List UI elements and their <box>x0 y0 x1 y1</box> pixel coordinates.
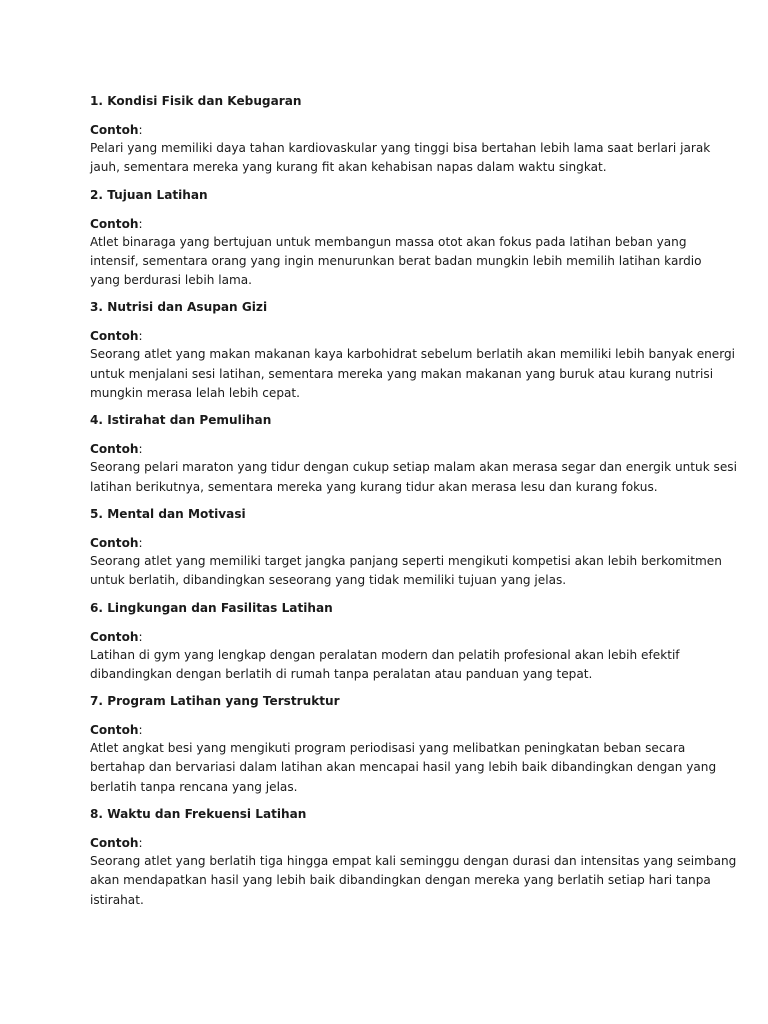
example-label-text: Contoh <box>90 123 139 137</box>
text-line: Atlet binaraga yang bertujuan untuk membangun massa otot akan fokus pada latihan beban yang <box>90 234 687 249</box>
section-istirahat <box>90 412 737 497</box>
example-label: Contoh: <box>90 836 143 851</box>
text-line: mungkin merasa lelah lebih cepat. <box>90 386 301 401</box>
example-text <box>90 233 702 291</box>
text-line: istirahat. <box>90 892 144 907</box>
section-nutrisi <box>90 299 736 403</box>
text-line: Atlet angkat besi yang mengikuti program periodisasi yang melibatkan peningkatan beban secara <box>90 741 686 756</box>
text-line: untuk berlatih, dibandingkan seseorang yang tidak memiliki tujuan yang jelas. <box>90 573 567 588</box>
example-label: Contoh: <box>90 123 143 137</box>
example-text <box>90 739 717 797</box>
section-program <box>90 693 717 797</box>
example-label: Contoh: <box>90 442 143 457</box>
example-label-text: Contoh <box>90 723 139 738</box>
example-text <box>90 646 690 685</box>
section-heading: 3. Nutrisi dan Asupan Gizi <box>90 300 268 315</box>
section-heading: 1. Kondisi Fisik dan Kebugaran <box>90 94 302 108</box>
section-heading: 6. Lingkungan dan Fasilitas Latihan <box>90 600 333 615</box>
example-label-text: Contoh <box>90 836 139 851</box>
section-heading: 5. Mental dan Motivasi <box>90 506 246 521</box>
example-label: Contoh: <box>90 535 143 550</box>
section-kondisi-fisik <box>90 93 711 178</box>
text-line: latihan berikutnya, sementara mereka yang kurang tidur akan merasa lesu dan kurang fokus. <box>90 479 658 494</box>
section-tujuan-latihan <box>90 187 702 291</box>
example-text <box>90 345 736 403</box>
text-line: Pelari yang memiliki daya tahan kardiovaskular yang tinggi bisa bertahan lebih lama saat berlari jarak <box>90 141 711 155</box>
example-text <box>90 552 722 591</box>
text-line: intensif, sementara orang yang ingin menurunkan berat badan mungkin lebih memilih latihan kardio <box>90 253 702 268</box>
section-heading: 4. Istirahat dan Pemulihan <box>90 413 272 428</box>
section-waktu <box>90 806 737 910</box>
example-label-text: Contoh <box>90 442 139 457</box>
section-mental <box>90 506 722 591</box>
example-label: Contoh: <box>90 216 143 231</box>
document-page <box>90 93 737 919</box>
example-text <box>90 458 737 497</box>
section-lingkungan <box>90 600 690 685</box>
text-line: Seorang atlet yang memiliki target jangka panjang seperti mengikuti kompetisi akan lebih berkomitmen <box>90 553 722 568</box>
section-heading: 7. Program Latihan yang Terstruktur <box>90 694 340 709</box>
text-line: jauh, sementara mereka yang kurang fit akan kehabisan napas dalam waktu singkat. <box>90 160 607 175</box>
text-line: akan mendapatkan hasil yang lebih baik dibandingkan dengan mereka yang berlatih setiap hari tanpa <box>90 873 711 888</box>
text-line: dibandingkan dengan berlatih di rumah tanpa peralatan atau panduan yang tepat. <box>90 666 593 681</box>
example-label-text: Contoh <box>90 329 139 344</box>
example-label: Contoh: <box>90 723 143 738</box>
section-heading: 8. Waktu dan Frekuensi Latihan <box>90 807 307 822</box>
text-line: Latihan di gym yang lengkap dengan peralatan modern dan pelatih profesional akan lebih efektif <box>90 647 680 662</box>
example-label-text: Contoh <box>90 535 139 550</box>
example-label: Contoh: <box>90 629 143 644</box>
example-text <box>90 139 711 178</box>
section-heading: 2. Tujuan Latihan <box>90 187 208 202</box>
example-label: Contoh: <box>90 329 143 344</box>
example-text <box>90 852 737 910</box>
text-line: Seorang atlet yang makan makanan kaya karbohidrat sebelum berlatih akan memiliki lebih banyak energi <box>90 347 736 362</box>
text-line: untuk menjalani sesi latihan, sementara mereka yang makan makanan yang buruk atau kurang nutrisi <box>90 366 714 381</box>
text-line: Seorang atlet yang berlatih tiga hingga empat kali seminggu dengan durasi dan intensitas yang seimbang <box>90 854 737 869</box>
example-label-text: Contoh <box>90 629 139 644</box>
example-label-text: Contoh <box>90 216 139 231</box>
text-line: bertahap dan bervariasi dalam latihan akan mencapai hasil yang lebih baik dibandingkan dengan yang <box>90 760 717 775</box>
text-line: yang berdurasi lebih lama. <box>90 273 253 288</box>
text-line: berlatih tanpa rencana yang jelas. <box>90 779 298 794</box>
text-line: Seorang pelari maraton yang tidur dengan cukup setiap malam akan merasa segar dan energik untuk sesi <box>90 460 737 475</box>
